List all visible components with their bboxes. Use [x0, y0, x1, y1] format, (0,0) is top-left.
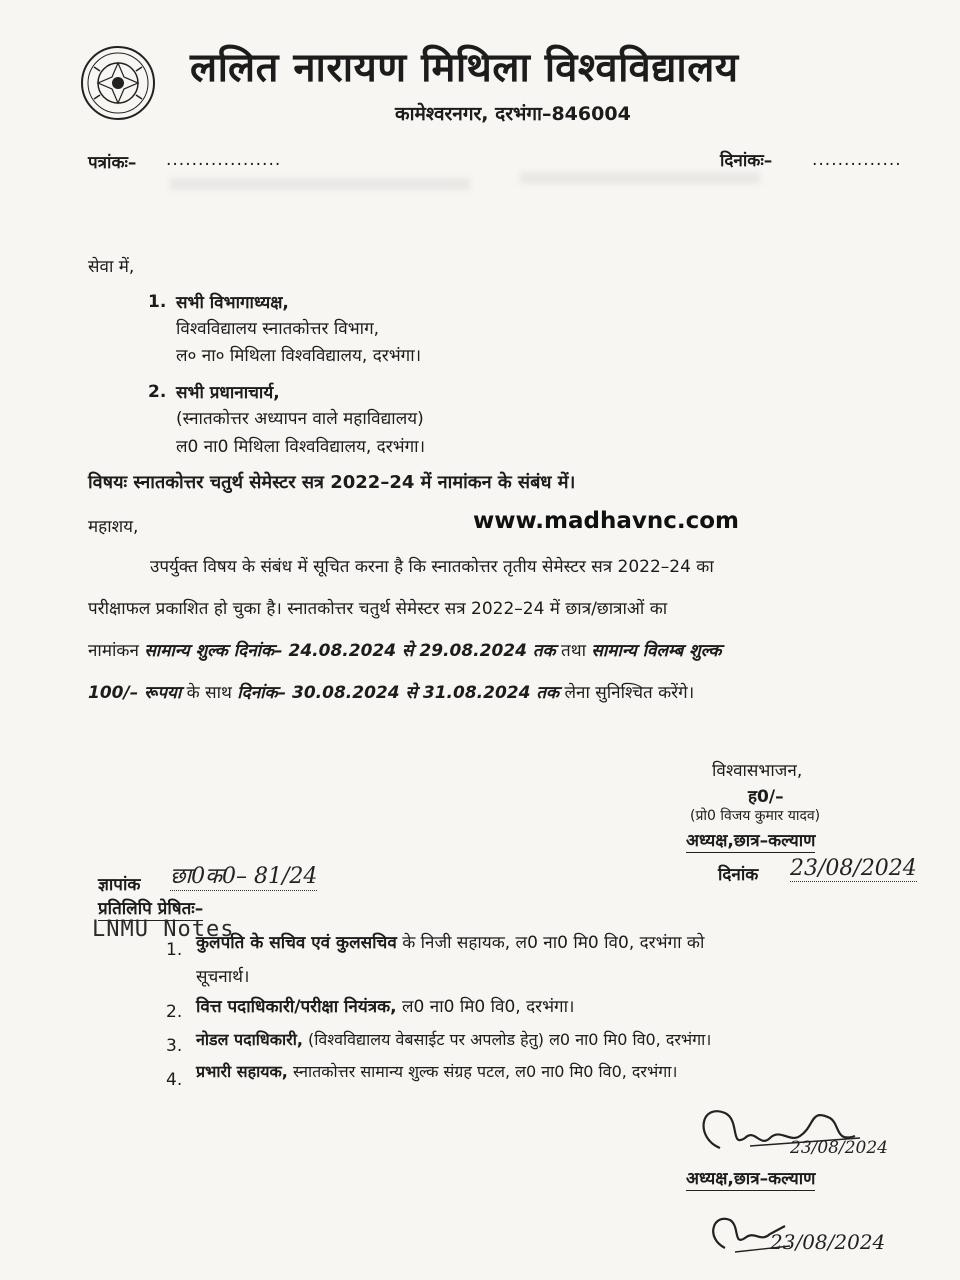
body-line-2: परीक्षाफल प्रकाशित हो चुका है। स्नातकोत्तर चतुर्थ सेमेस्टर सत्र 2022–24 में छात्र/छात्राओं का [88, 599, 668, 619]
website-watermark: www.madhavnc.com [473, 508, 739, 534]
copy-item-3-rest: (विश्वविद्यालय वेबसाईट पर अपलोड हेतु) ल0 ना0 मि0 वि0, दरभंगा। [308, 1030, 712, 1049]
item2-num: 2. [148, 382, 167, 402]
body-text: के साथ [186, 683, 232, 703]
lnmu-notes-watermark: LNMU Notes [92, 917, 235, 942]
copy-item-1-line2: सूचनार्थ। [196, 967, 250, 987]
gyapank-label: ज्ञापांक [98, 875, 141, 895]
copy-item-1-num: 1. [166, 940, 183, 960]
signatory-name: (प्रो0 विजय कुमार यादव) [690, 808, 821, 824]
addressee-1-line2: विश्वविद्यालय स्नातकोत्तर विभाग, [176, 319, 380, 339]
copy-item-4-bold: प्रभारी सहायक, [196, 1062, 288, 1081]
dinank-dots: .............. [812, 150, 902, 170]
bottom-designation: अध्यक्ष,छात्र–कल्याण [686, 1166, 815, 1191]
body-line-3 [88, 638, 721, 661]
copy-item-1-rest: के निजी सहायक, ल0 ना0 मि0 वि0, दरभंगा को [402, 933, 705, 953]
subject-line: विषयः स्नातकोत्तर चतुर्थ सेमेस्टर सत्र 2022–24 में नामांकन के संबंध में। [88, 472, 576, 493]
copy-item-2-bold: वित्त पदाधिकारी/परीक्षा नियंत्रक, [196, 997, 397, 1017]
copy-item-1 [196, 930, 704, 953]
addressee-2-line3: ल0 ना0 मिथिला विश्वविद्यालय, दरभंगा। [176, 437, 426, 457]
university-address: कामेश्वरनगर, दरभंगा–846004 [395, 103, 631, 125]
addressee-1-title: सभी विभागाध्यक्ष, [176, 293, 289, 313]
normal-fee-dates: सामान्य शुल्क दिनांक– 24.08.2024 से 29.08.2024 तक [144, 641, 556, 661]
copy-item-2-num: 2. [166, 1002, 183, 1022]
copy-item-3-num: 3. [166, 1036, 183, 1056]
copy-item-2-rest: ल0 ना0 मि0 वि0, दरभंगा। [402, 997, 575, 1017]
body-text: लेना सुनिश्चित करेंगे। [564, 683, 695, 703]
university-seal-logo [80, 45, 156, 121]
copy-item-3 [196, 1028, 711, 1050]
copy-heading: प्रतिलिपि प्रेषितः– [98, 896, 203, 921]
copy-item-3-bold: नोडल पदाधिकारी, [196, 1030, 303, 1049]
signatory-designation: अध्यक्ष,छात्र–कल्याण [686, 828, 815, 853]
late-fee-label: सामान्य विलम्ब शुल्क [591, 641, 722, 661]
gyapank-value: छा0क0– 81/24 [170, 860, 317, 891]
copy-item-4-num: 4. [166, 1070, 183, 1090]
redacted-strip [170, 178, 470, 190]
body-line-1: उपर्युक्त विषय के संबंध में सूचित करना है कि स्नातकोत्तर तृतीय सेमेस्टर सत्र 2022–24 का [150, 557, 714, 577]
memo-dinank-value: 23/08/2024 [790, 856, 917, 881]
item1-num: 1. [148, 292, 167, 312]
body-line-4 [88, 680, 694, 703]
redacted-strip [520, 172, 760, 184]
initials-date: 23/08/2024 [770, 1230, 886, 1254]
signed-mark: ह0/– [748, 787, 784, 807]
patrank-label: पत्रांकः– [88, 153, 137, 173]
seva-me: सेवा में, [88, 257, 135, 277]
salutation: महाशय, [88, 517, 139, 537]
addressee-2-line2: (स्नातकोत्तर अध्यापन वाले महाविद्यालय) [176, 409, 424, 429]
copy-item-1-bold: कुलपति के सचिव एवं कुलसचिव [196, 933, 397, 953]
dinank-label: दिनांकः– [720, 151, 773, 171]
copy-item-4 [196, 1060, 677, 1082]
addressee-2-title: सभी प्रधानाचार्य, [176, 383, 280, 403]
signature-date: 23/08/2024 [790, 1138, 888, 1158]
copy-item-2 [196, 994, 574, 1017]
body-text: तथा [561, 641, 586, 661]
copy-item-4-rest: स्नातकोत्तर सामान्य शुल्क संग्रह पटल, ल0 ना0 मि0 वि0, दरभंगा। [292, 1062, 678, 1081]
late-fee-amount: 100/– रूपया [88, 683, 182, 703]
memo-dinank-label: दिनांक [718, 865, 759, 885]
closing: विश्वासभाजन, [712, 761, 803, 781]
university-name: ललित नारायण मिथिला विश्वविद्यालय [190, 45, 739, 91]
body-text: नामांकन [88, 641, 139, 661]
patrank-dots: .................. [166, 150, 282, 170]
addressee-1-line3: ल० ना० मिथिला विश्वविद्यालय, दरभंगा। [176, 346, 422, 366]
late-fee-dates: दिनांक– 30.08.2024 से 31.08.2024 तक [237, 683, 560, 703]
